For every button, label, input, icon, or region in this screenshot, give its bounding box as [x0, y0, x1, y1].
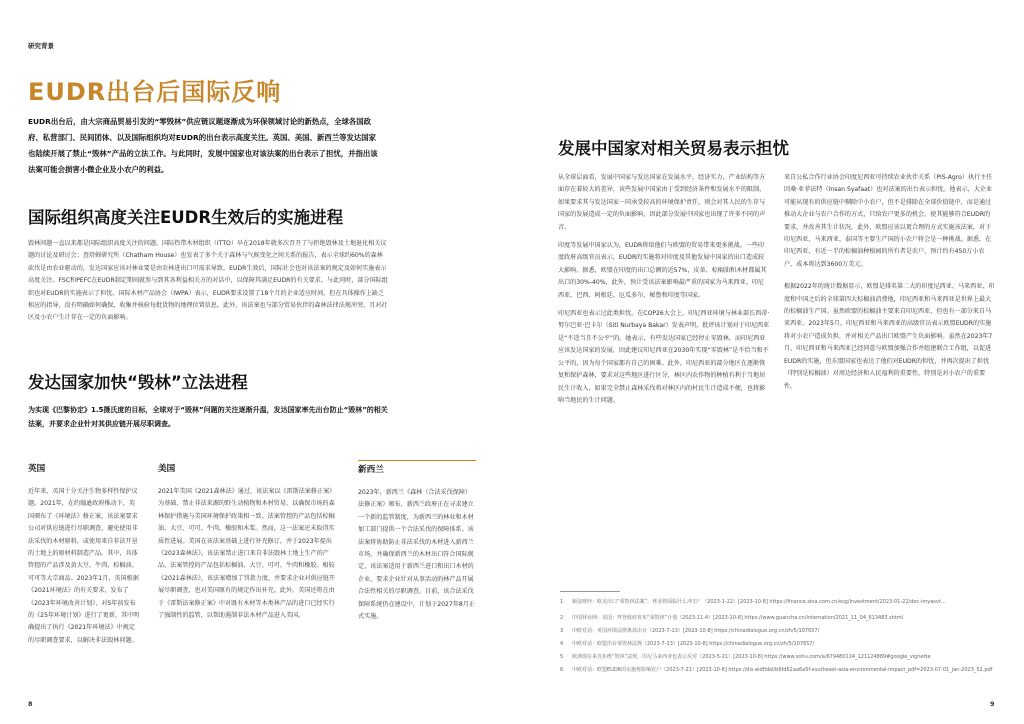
column-nz-body: 2023年，新西兰《森林（合法采伐保障）法修正案》颁布，新西兰政府正在寻求建立一个新的监管制度，为新西兰的林业和木材加工部门提供一个合法采伐的保障体系。该法案将协助防止非法采伐的木材进入新西兰市场，并确保新西兰的木材出口符合国际规定，该法案适用于新西兰进口和出口木材的企业，要求企业针对从事活动的林产品开展合法性相关的尽职调查。目前，该合法采伐保障系统仍在建设中，计划于2027年8月正式实施。 [358, 489, 475, 621]
column-us-body: 2021年美国《2021森林法》通过，该法案以《雷斯法案修正案》为基础，禁止非法来源的野生动植物和木材贸易，以确保市场的森林保护措施与美国环境保护政策相一致。法案管控的产品包括棕榈油、大豆、可可、牛肉、橡胶和木浆。然而，这一法案还未取得实质性进展。美国在该法案基础上进行补充修订，并于2023年提出《2023森林法》。该法案禁止进口来自非法毁林土地上生产的产品，法案管控的产品包括棕榈油、大豆、可可、牛肉和橡胶。相较《2021森林法》，该法案增加了罚款力度，并要求企业对供应链开展尽职调查，也对美国原有的规定作出补充。此外，美国还将在由于《雷斯法案修正案》中对既有木材等木类林产品的进口已经实行了强制性的监管，以帮助遏制非法木材产品进入美国。 [158, 488, 336, 620]
footnote: 1 新浪财经：欧美出口“零毁林法案”，林业将面临什么冲击？（2023-1-22）[2023-10-8] https://finance.sina.com.cn/esg/investment/2023-01-22/doc-imyasvt... [560, 599, 946, 605]
intro-paragraph: EUDR出台后，由大宗商品贸易引发的“零毁林”供应链议题逐渐成为环保领域讨论的新热点，全球各国政府、私营部门、民间团体、以及国际组织均对EUDR的出台表示高度关注。英国、美国、新西兰等发达国家也陆续开展了禁止“毁林”产品的立法工作。与此同时，发展中国家也对该法案的出台表示了担忧，并指出该法案可能会损害小微企业及小农户的利益。 [28, 117, 378, 174]
footnote: 2 中国林业网：美国：拜登政府发布“零毁林”计划（2023-11-4）[2023-10-8] https://www.guancha.cn/internation/2021_11_04_613483.shtml [560, 615, 904, 621]
page-number-left: 8 [28, 700, 33, 708]
right-column-a [558, 172, 770, 407]
column-us [158, 460, 338, 622]
column-us-title: 美国 [158, 464, 176, 474]
col-a-paragraph: 印度等发展中国家认为，EUDR将给他们与欧盟的贸易带来更多挑战。一些印度政府高级官员表示，EUDR的实施将对印度及其他发展中国家的出口造成较大影响。据悉，欧盟在印度的出口总额的近57%，皮革、棕榈油和木材都属其出口的30%-40%，此外，预计受该法案影响最严重的国家为马来西亚、印尼西亚、巴西、阿根廷、厄瓜多尔、秘鲁和印度等国家。 [558, 242, 767, 299]
footnote: 5 欧洲现在来自拒绝“毁林”法规，印尼马来西亚也表示反对（2023-5-21）[2023-10-8] https://www.sohu.com/a/679480124_121124889#google_vignette [560, 654, 931, 660]
column-uk-title: 英国 [28, 464, 46, 474]
section2-heading: 发达国家加快“毁林”立法进程 [28, 373, 248, 392]
section3-heading: 发展中国家对相关贸易表示担忧 [558, 139, 789, 158]
page-number-right: 9 [990, 700, 995, 708]
col-b-paragraph: 来自公私合作行业协会印度尼西亚可持续农业伙伴关系（PIS-Agro）执行主任因桑·亚菲法特（Insan Syafaat）也对法案的出台表示担忧。他表示，大企业可能从现有的供应链中剔除中小农户，但不是排除在全球价值链中，而是通过推动大企业与农户合作的方式，只给农户更多的机会，使其能够符合EUDR的要求，并改善其生计状况。此外，欧盟应该以更合理的方式实施该法案，对于印尼西亚、马来西亚、泰国等主要生产国的小农户将会是一种挑战。据悉，在印尼西亚，有近一半的棕榈油种植园的所有者是农户，预计约有450万小农户、成本将达到3600万美元。 [784, 174, 993, 268]
footnote: 3 中欧对话：英国环境法律条款出台（2023-7-13）[2023-10-8] https://chinadialogue.org.cn/zh/5/107657/ [560, 628, 820, 634]
footnote-divider [560, 591, 620, 592]
column-nz-title: 新西兰 [358, 460, 476, 475]
column-uk-body: 近年来，英国十分关注生物多样性保护议题。2021年，在约翰逊政府推动下，英国颁布了《环境法》修正案，该法案要求公司对供应链进行尽职调查，避免使用非法采伐的木材原料，或使用来自非法开垦的土地上的原材料制造产品。其中，具体管控的产品涉及黄大豆、牛肉、棕榈油、可可等大宗商品。2023年1月，英国根据《2021环境法》的有关要求，发布了《2023年环境改善计划》，对5年前发布的《25年环境计划》进行了更新，其中明确提出了执行《2021年环境法》中规定的尽职调查要求，以解决非法毁林问题。 [28, 488, 140, 644]
footnote: 6 中欧对话：欧盟EUDR的实施将影响农户（2023-7-21）[2023-10-8] https://dis.eidfidol/b6fd62aa6a5f-southeast-asia-environmental-impact_pdf=2023-07-01_jan-2023_52.pdf [560, 667, 993, 673]
section1-body: 毁林问题一直以来都是国际组织高度关注的问题。国际热带木材组织（ITTO）早在2018年就多次召开了与拒绝毁林及土地退化相关议题的讨论及研讨会；查塔姆研究所（Chatham House）也发表了多个关于森林与气候变化之间关系的报告，表示全球约60%的森林砍伐是由农业驱动的，发达国家应该对林业要是由农林进出口可需求导致。EUDR生效后，国际社会也对该法案的规定及如何实施表示高度关注。FSC和PEFC在EUDR制定期间就参与到其各利益相关方的对话中，以保障其满足EUDR的有关要求。与此同时，部分国际组织也对EUDR的实施表示了担忧。国际木材产品协会（IWPA）表示，EUDR要求设置了18个月的企业适应时间，但在具体操作上缺乏相应的指导，没有明确如何确保、收集并核验每批货物的地理位置信息。此外，该法案也与部分贸易伙伴的森林法律法规冲突，且对社区及小农户生计存在一定的负面影响。 [28, 240, 388, 322]
col-a-paragraph: 印尼西亚也表示过此类担忧。在COP26大会上，印尼西亚环境与林业部长西蒂·努尔巴亚·巴卡尔（Siti Nurbaya Bakar）发表声明，批评该计划对于印尼西亚是“不适当且不公平”的。她表示，有些发达国家已经停止零毁林，而印尼西亚应该发达国家的发展，因此建议印尼西亚在2030年实现“零毁林”是不恰当和不公平的，因为每个国家都有自己的困难。此外，印尼西亚的部分地区在逐渐恢复和保护森林，要求对这些地区进行区分，林区内农作物的种植有利于当地居民生计收入，如果完全禁止森林采伐将对林区内的村民生计造成不便，也将影响当地民的生计问题。 [558, 310, 770, 404]
footnote: 4 中欧对话：欧盟出台零毁林法规（2023-7-13）[2023-10-8] https://chinadialogue.org.cn/zh/5/107657/ [560, 641, 815, 647]
section2-lead: 为实现《巴黎协定》1.5摄氏度的目标，全球对于“毁林”问题的关注逐渐升温，发达国家率先出台防止“毁林”的相关法案，并要求企业针对其供应链开展尽职调查。 [28, 406, 388, 428]
col-b-paragraph: 根据2022年的统计数据显示，欧盟是排名第二大的印度尼西亚、马来西亚、印度和中国之后的全球第四大棕榈油消费地，印尼西亚和马来西亚是世界上最大的棕榈油生产国。虽然欧盟的棕榈油主要来自印尼西亚，但也有一部分来自马来西亚。2023年5月，印尼西亚和马来西亚的高级官员表示欧盟EUDR的实施将对小农户造成负担，并对相关产品出口欧盟产生负面影响。虽然在2023年7月，印尼西亚和马来西亚已经同意与欧盟加强合作并组建联合工作组，以促进EUDR的实施，但东盟国家也表达了他们对EUDR的担忧，并再次提出了担忧（特别是棕榈油）对周边经济和人民福利的重要性，特别是对小农户的重要性。 [784, 283, 995, 390]
column-nz [358, 460, 476, 623]
section1-heading: 国际组织高度关注EUDR生效后的实施进程 [28, 208, 344, 227]
page-title: EUDR出台后国际反响 [28, 78, 282, 106]
column-uk [28, 460, 140, 647]
section-label: 研究背景 [28, 42, 54, 50]
right-column-b [784, 172, 996, 393]
col-a-paragraph: 从全球层面看，发展中国家与发达国家在发展水平、经济实力、产业结构等方面存在着较大的差异，该些发展中国家由于受到经济条件和发展水平的限制，如果要求其与发达国家一同承受较高的环境保护责任，则会对其人民的生存与国家的发展造成一定的负面影响，因此部分发展中国家也出现了许多不同的声音。 [558, 174, 766, 231]
